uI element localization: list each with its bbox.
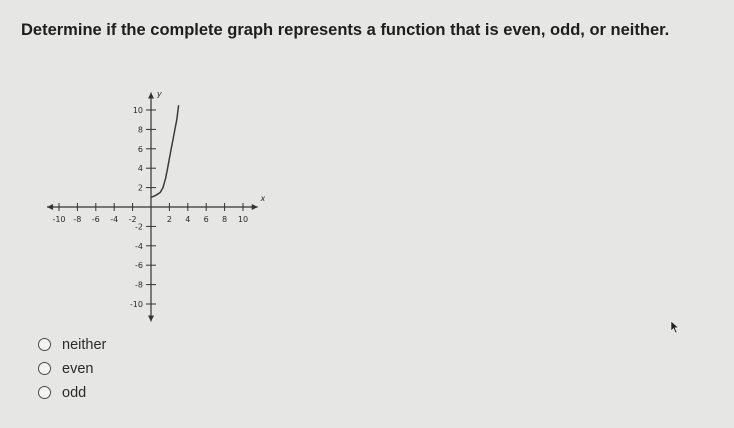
option-neither[interactable] (38, 333, 106, 356)
mouse-cursor-icon (670, 320, 680, 334)
x-tick-label: -8 (73, 215, 82, 224)
y-tick-label: -4 (135, 241, 143, 251)
function-curve (151, 105, 179, 197)
x-tick-label: -10 (52, 215, 66, 224)
option-odd[interactable] (38, 381, 106, 404)
option-label: neither (62, 336, 107, 353)
graph-axes (47, 93, 258, 322)
y-tick-label: 6 (137, 144, 143, 154)
y-tick-label: -10 (129, 300, 143, 309)
x-tick-label: -2 (128, 215, 137, 224)
radio-button[interactable] (38, 338, 51, 351)
y-tick-label: -8 (135, 280, 143, 290)
y-tick-label: -6 (135, 261, 143, 271)
y-tick-label: 8 (137, 125, 143, 135)
answer-options (38, 333, 106, 405)
y-axis-arrow-down (148, 315, 154, 321)
option-even[interactable] (38, 357, 106, 380)
x-tick-label: 6 (203, 215, 209, 224)
radio-button[interactable] (38, 386, 51, 399)
option-label: odd (62, 384, 87, 401)
x-axis-label: x (260, 194, 266, 203)
y-tick-label: 2 (137, 183, 143, 193)
y-tick-label: -2 (135, 222, 143, 232)
x-tick-label: -4 (110, 215, 119, 224)
radio-button[interactable] (38, 362, 51, 375)
y-axis-arrow-up (148, 93, 154, 99)
function-graph (22, 78, 292, 328)
x-axis-arrow-left (47, 204, 53, 210)
y-tick-label: 4 (137, 164, 143, 174)
x-tick-label: 4 (185, 215, 191, 224)
y-axis-label: y (157, 89, 162, 99)
option-label: even (62, 360, 94, 377)
y-tick-label: 10 (132, 106, 143, 115)
x-tick-label: 2 (166, 215, 172, 224)
question-text: Determine if the complete graph represents a function that is even, odd, or neither. (21, 21, 670, 39)
x-tick-label: -6 (91, 215, 100, 224)
x-tick-label: 8 (222, 215, 228, 224)
x-tick-label: 10 (237, 215, 249, 224)
x-axis-arrow-right (252, 204, 258, 210)
